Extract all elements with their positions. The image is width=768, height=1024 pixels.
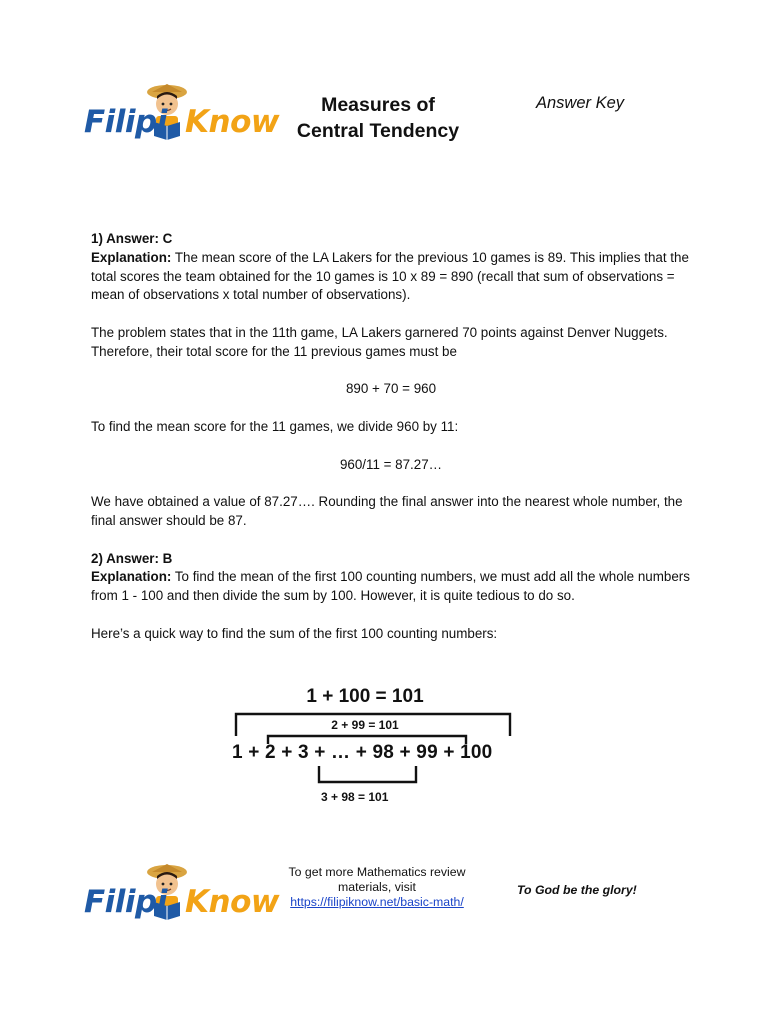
q1-explanation-text: The mean score of the LA Lakers for the previous 10 games is 89. This implies that the total scores the team obtained for the 10 games is 10 x 89 = 890 (recall that sum of observations = mean of observations x total number of observations). [91, 249, 689, 303]
q1-explanation [91, 249, 691, 305]
q2-explanation-label: Explanation: [91, 569, 172, 585]
q1-answer [91, 230, 691, 249]
q1-equation-1-text: 890 + 70 = 960 [345, 381, 437, 397]
q1-explanation-label: Explanation: [91, 249, 172, 265]
footer-info-text: To get more Mathematics review materials, visit [288, 865, 466, 895]
q2-explanation [91, 568, 691, 606]
q1-paragraph-3: To find the mean score for the 11 games, we divide 960 by 11: [91, 418, 459, 434]
logo-wordmark [82, 884, 280, 932]
q1-answer-text: 1) Answer: C [91, 231, 173, 246]
diagram-top-label: 1 + 100 = 101 [306, 686, 424, 707]
filipiknow-footer-logo [82, 862, 280, 942]
footer-slogan: To God be the glory! [517, 883, 637, 897]
logo-text-know: Know [185, 104, 280, 140]
diagram-mid-label: 2 + 99 = 101 [331, 718, 399, 732]
logo-text-filipi: Filipi [84, 884, 167, 920]
logo-wordmark [82, 104, 280, 152]
lower-bracket [319, 766, 416, 782]
q1-paragraph-2: The problem states that in the 11th game, LA Lakers garnered 70 points against Denver Nuggets. Therefore, their total score for the 11 previous games must be [91, 324, 668, 359]
q1-equation-1 [91, 380, 691, 399]
q2-answer [91, 550, 691, 569]
q1-paragraph-4: We have obtained a value of 87.27…. Rounding the final answer into the nearest whole number, the final answer should be 87. [91, 494, 683, 528]
q2-answer-text: 2) Answer: B [91, 550, 173, 566]
logo-text-filipi: Filipi [84, 104, 167, 140]
logo-text-know: Know [185, 884, 280, 920]
diagram-bottom-label: 3 + 98 = 101 [321, 790, 389, 804]
diagram-sequence: 1 + 2 + 3 + … + 98 + 99 + 100 [232, 742, 493, 763]
q1-equation-2 [91, 456, 691, 475]
filipiknow-logo [82, 82, 280, 162]
q1-equation-2-text: 960/11 = 87.27… [339, 456, 443, 472]
title-line-1: Measures of [321, 94, 435, 116]
document-body [91, 230, 691, 662]
footer-link[interactable]: https://filipiknow.net/basic-math/ [290, 895, 464, 910]
sum-pairing-diagram [226, 682, 536, 812]
q2-explanation-text: To find the mean of the first 100 counting numbers, we must add all the whole numbers from 1 - 100 and then divide the sum by 100. However, it is quite tedious to do so. [91, 569, 690, 604]
page-title [280, 92, 476, 144]
answer-key-label: Answer Key [536, 94, 625, 112]
title-line-2: Central Tendency [296, 120, 460, 142]
q2-paragraph-2: Here’s a quick way to find the sum of the first 100 counting numbers: [91, 625, 498, 641]
footer-info [272, 865, 482, 911]
